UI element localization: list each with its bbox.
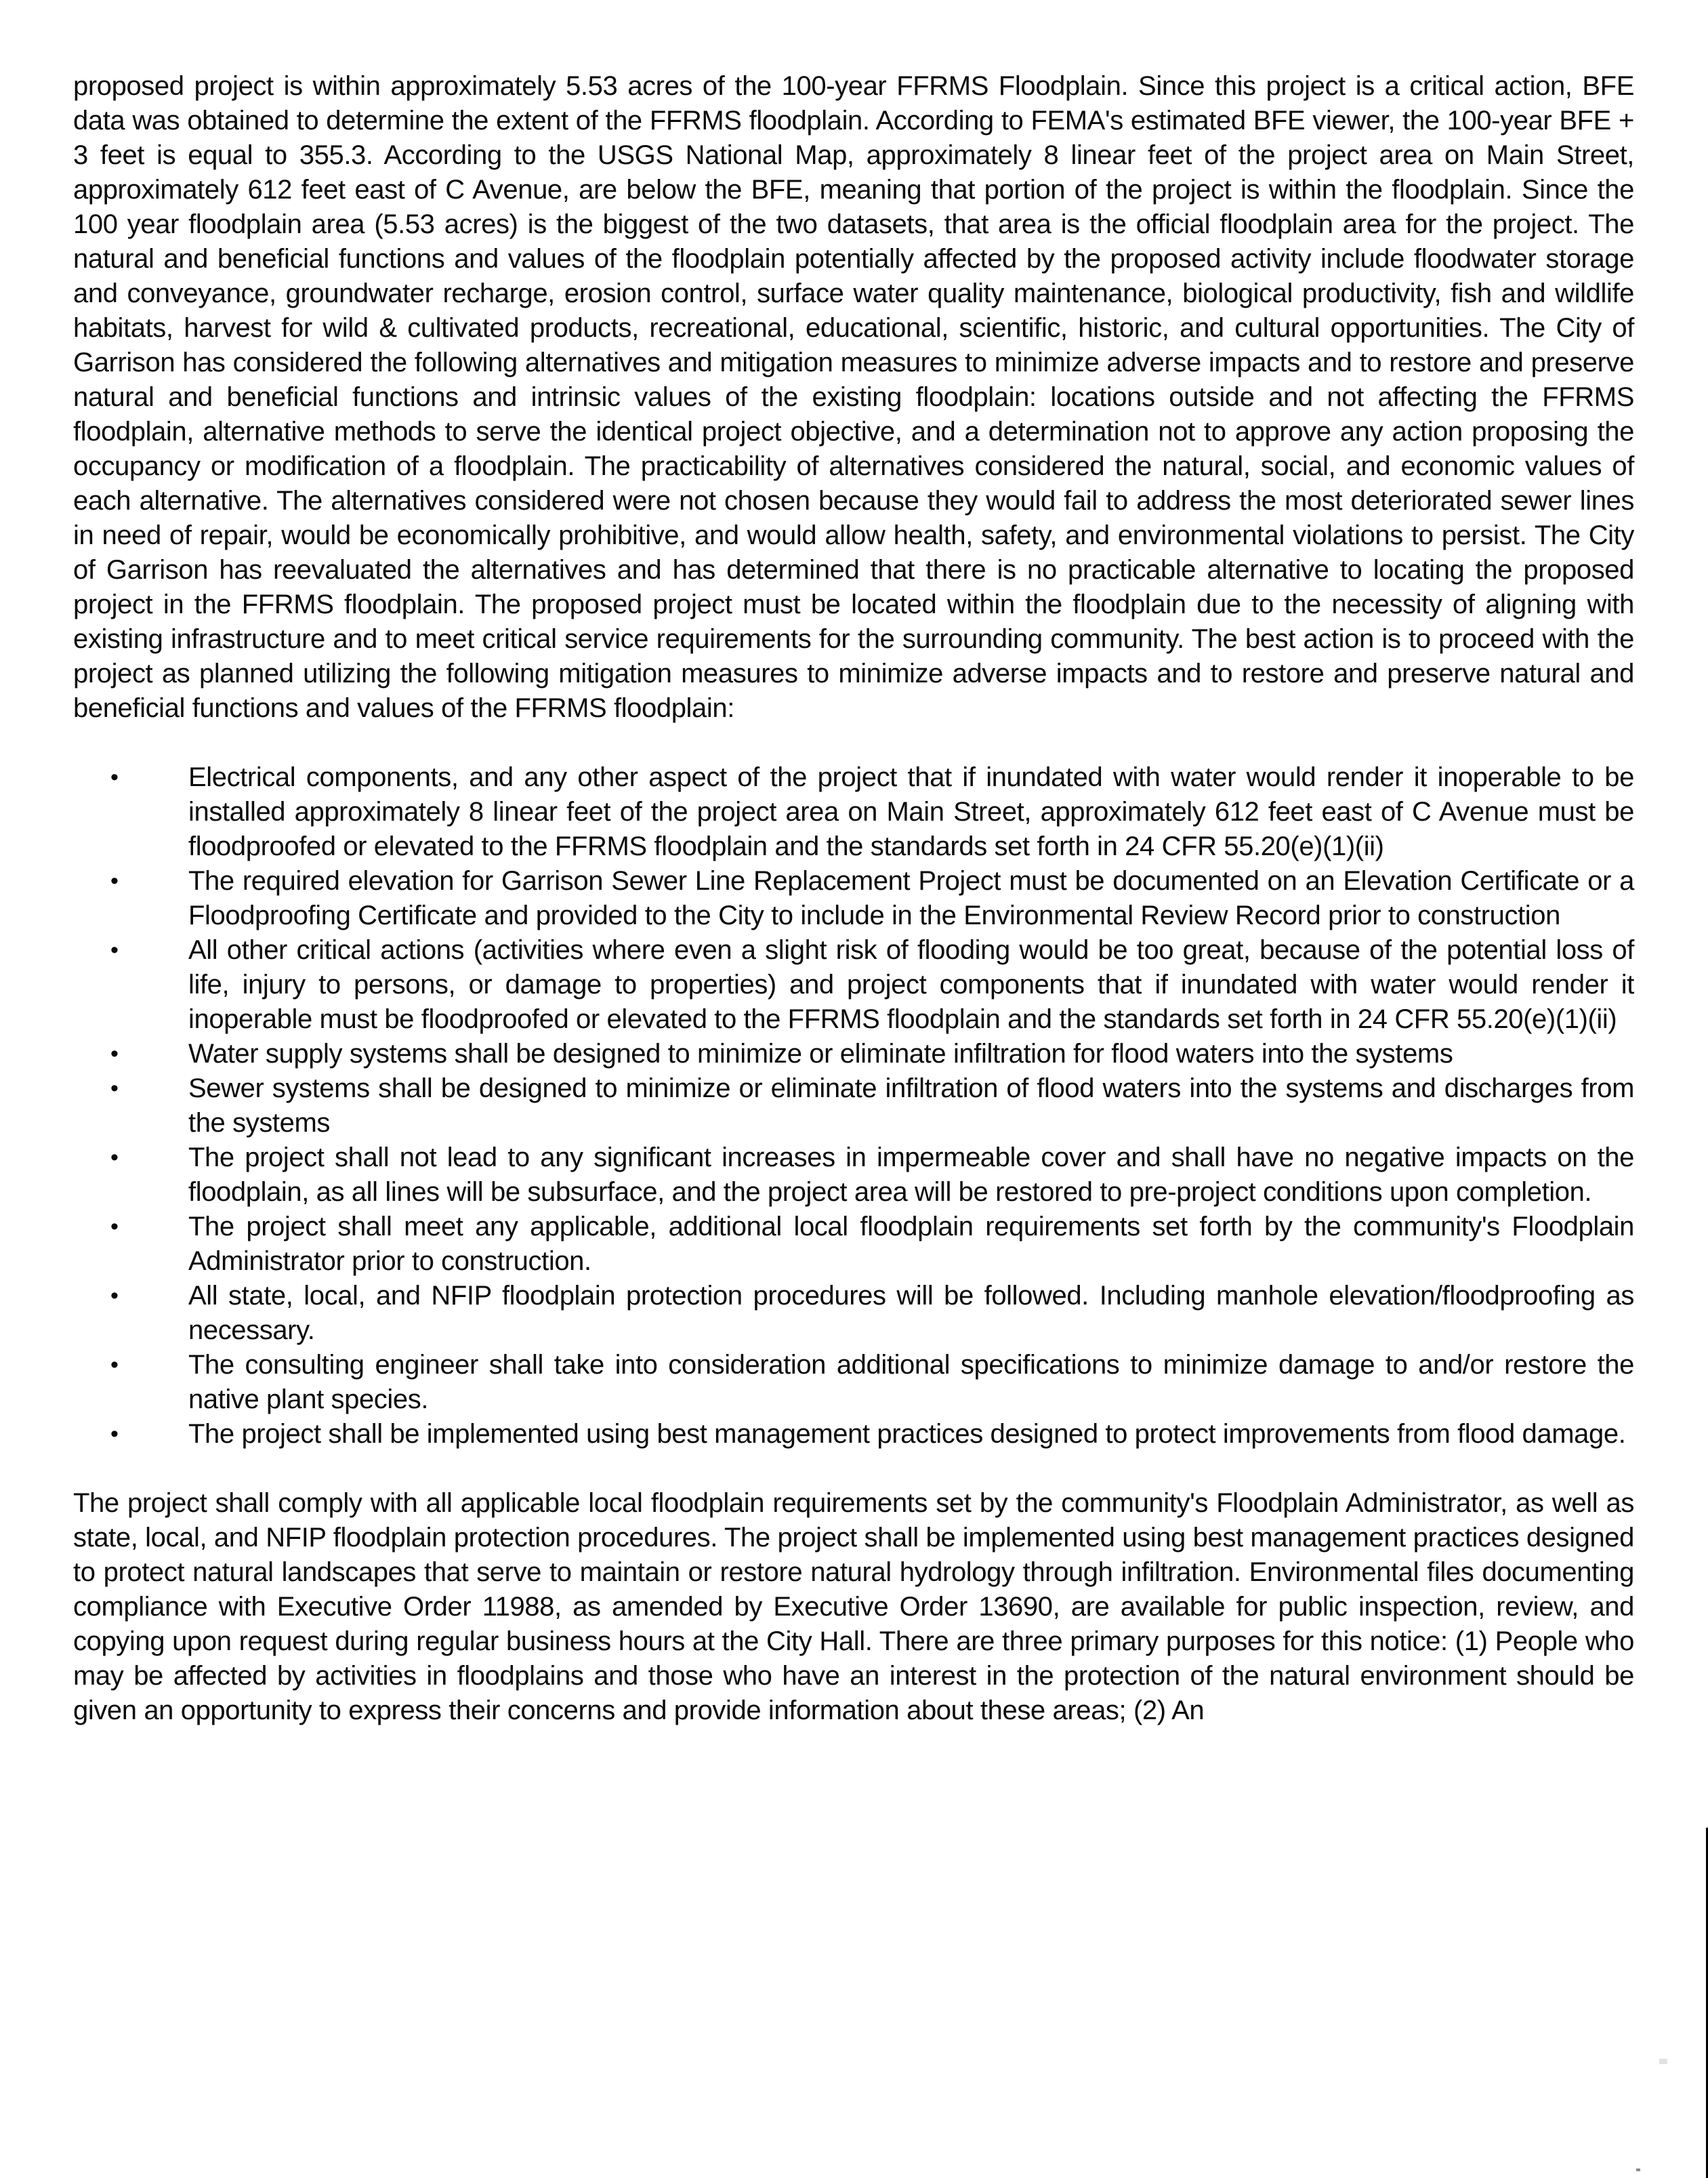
list-item: [73, 1037, 1634, 1071]
body-paragraph-compliance-notice: The project shall comply with all applicable local floodplain requirements set by the community's Floodplain Administrator, as well as state, local, and NFIP floodplain protection procedures. The project shall be implemented using best management practices designed to protect natural landscapes that serve to maintain or restore natural hydrology through infiltration. Environmental files documenting compliance with Executive Order 11988, as amended by Executive Order 13690, are available for public inspection, review, and copying upon request during regular business hours at the City Hall. There are three primary purposes for this notice: (1) People who may be affected by activities in floodplains and those who have an interest in the protection of the natural environment should be given an opportunity to express their concerns and provide information about these areas; (2) An: [73, 1488, 1634, 1725]
list-item: [73, 1348, 1634, 1417]
document-text-block: [73, 69, 1634, 1728]
list-item: [73, 1417, 1634, 1452]
bullet-icon: •: [110, 1214, 119, 1239]
list-item: [73, 1071, 1634, 1141]
bullet-icon: •: [110, 1352, 119, 1378]
bullet-icon: •: [110, 937, 119, 963]
list-item-text: All other critical actions (activities where even a slight risk of flooding would be too great, because of the potential loss of life, injury to persons, or damage to properties) and project components that if inundated with water would render it inoperable must be floodproofed or elevated to the FFRMS floodplain and the standards set forth in 24 CFR 55.20(e)(1)(ii): [188, 935, 1634, 1034]
list-item: [73, 1210, 1634, 1279]
list-item: [73, 1141, 1634, 1210]
list-item: [73, 864, 1634, 933]
list-item-text: Water supply systems shall be designed to minimize or eliminate infiltration for flood waters into the systems: [188, 1039, 1453, 1069]
body-paragraph-floodplain-determination: proposed project is within approximately 5.53 acres of the 100-year FFRMS Floodplain. Since this project is a critical action, BFE data was obtained to determine the extent of the FFRMS floodplain. According to FEMA's estimated BFE viewer, the 100-year BFE + 3 feet is equal to 355.3. According to the USGS National Map, approximately 8 linear feet of the project area on Main Street, approximately 612 feet east of C Avenue, are below the BFE, meaning that portion of the project is within the floodplain. Since the 100 year floodplain area (5.53 acres) is the biggest of the two datasets, that area is the official floodplain area for the project. The natural and beneficial functions and values of the floodplain potentially affected by the proposed activity include floodwater storage and conveyance, groundwater recharge, erosion control, surface water quality maintenance, biological productivity, fish and wildlife habitats, harvest for wild & cultivated products, recreational, educational, scientific, historic, and cultural opportunities. The City of Garrison has considered the following alternatives and mitigation measures to minimize adverse impacts and to restore and preserve natural and beneficial functions and intrinsic values of the existing floodplain: locations outside and not affecting the FFRMS floodplain, alternative methods to serve the identical project objective, and a determination not to approve any action proposing the occupancy or modification of a floodplain. The practicability of alternatives considered the natural, social, and economic values of each alternative. The alternatives considered were not chosen because they would fail to address the most deteriorated sewer lines in need of repair, would be economically prohibitive, and would allow health, safety, and environmental violations to persist. The City of Garrison has reevaluated the alternatives and has determined that there is no practicable alternative to locating the proposed project in the FFRMS floodplain. The proposed project must be located within the floodplain due to the necessity of aligning with existing infrastructure and to meet critical service requirements for the surrounding community. The best action is to proceed with the project as planned utilizing the following mitigation measures to minimize adverse impacts and to restore and preserve natural and beneficial functions and values of the FFRMS floodplain:: [73, 71, 1634, 723]
scan-artifact-speck: [1636, 2169, 1640, 2171]
bullet-icon: •: [110, 868, 119, 894]
bullet-icon: •: [110, 1145, 119, 1170]
list-item-text: The project shall meet any applicable, additional local floodplain requirements set forth by the community's Floodplain Administrator prior to construction.: [188, 1212, 1634, 1276]
bullet-icon: •: [110, 764, 119, 790]
list-item-text: Electrical components, and any other aspect of the project that if inundated with water would render it inoperable to be installed approximately 8 linear feet of the project area on Main Street, approximately 612 feet east of C Avenue must be floodproofed or elevated to the FFRMS floodplain and the standards set forth in 24 CFR 55.20(e)(1)(ii): [188, 762, 1634, 861]
list-item-text: Sewer systems shall be designed to minimize or eliminate infiltration of flood waters into the systems and discharges from the systems: [188, 1073, 1634, 1138]
list-item-text: The project shall be implemented using best management practices designed to protect improvements from flood damage.: [188, 1419, 1626, 1449]
mitigation-measures-list: [73, 760, 1634, 1452]
bullet-icon: •: [110, 1041, 119, 1067]
bullet-icon: •: [110, 1075, 119, 1101]
list-item-text: The required elevation for Garrison Sewer Line Replacement Project must be documented on an Elevation Certificate or a Floodproofing Certificate and provided to the City to include in the Environmental Review Record prior to construction: [188, 866, 1634, 930]
bullet-icon: •: [110, 1283, 119, 1309]
list-item: [73, 760, 1634, 864]
list-item: [73, 933, 1634, 1037]
bullet-icon: •: [110, 1421, 119, 1447]
list-item-text: The consulting engineer shall take into consideration additional specifications to minimize damage to and/or restore the native plant species.: [188, 1350, 1634, 1414]
list-item: [73, 1279, 1634, 1348]
list-item-text: The project shall not lead to any significant increases in impermeable cover and shall have no negative impacts on the floodplain, as all lines will be subsurface, and the project area will be restored to pre-project conditions upon completion.: [188, 1143, 1634, 1207]
list-item-text: All state, local, and NFIP floodplain protection procedures will be followed. Including manhole elevation/floodproofing as necessary.: [188, 1281, 1634, 1345]
scan-artifact-speck: [1659, 2059, 1667, 2064]
